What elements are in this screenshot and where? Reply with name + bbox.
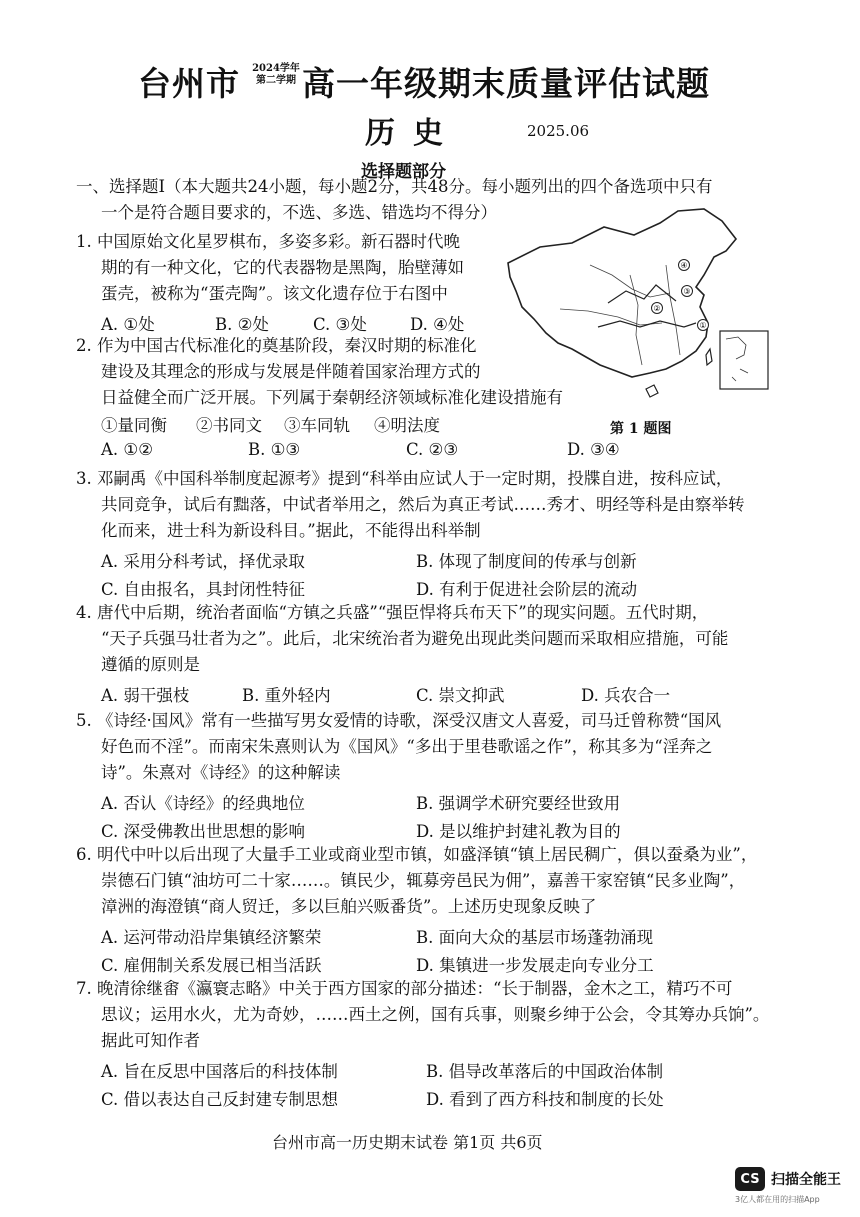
q7-option-b[interactable]: B. 倡导改革落后的中国政治体制 [426, 1062, 664, 1081]
q3-line1: 3. 邓嗣禹《中国科举制度起源考》提到“科举由应试人于一定时期，投牒自进，按科应试， [76, 469, 733, 488]
q1-option-c[interactable]: C. ③处 [313, 315, 367, 334]
q1-option-a[interactable]: A. ①处 [101, 315, 155, 334]
q7-line3: 据此可知作者 [101, 1031, 200, 1050]
q5-line3: 诗”。朱熹对《诗经》的这种解读 [101, 763, 341, 782]
q6-line2: 崇德石门镇“油坊可二十家……。镇民少，辄募旁邑民为佣”，嘉善干家窑镇“民多业陶”， [101, 871, 746, 890]
q5-option-d[interactable]: D. 是以维护封建礼教为目的 [416, 822, 621, 841]
q3-line2: 共同竞争，试后有黜落，中试者举用之，然后为真正考试……秀才、明经等科是由察举转 [101, 495, 745, 514]
q3-option-b[interactable]: B. 体现了制度间的传承与创新 [416, 552, 637, 571]
china-map-figure [500, 205, 772, 410]
title-main: 高一年级期末质量评估试题 [302, 64, 710, 103]
q1-line2: 期的有一种文化，它的代表器物是黑陶，胎壁薄如 [101, 258, 464, 277]
q4-line3: 遵循的原则是 [101, 655, 200, 674]
exam-date: 2025.06 [527, 122, 590, 140]
scanner-watermark [735, 1167, 841, 1205]
section-instructions-line2: 一个是符合题目要求的，不选、多选、错选均不得分） [101, 203, 497, 222]
q5-line1: 5. 《诗经·国风》常有一些描写男女爱情的诗歌，深受汉唐文人喜爱，司马迁曾称赞“国风 [76, 711, 722, 730]
q4-line2: “天子兵强马壮者为之”。此后，北宋统治者为避免出现此类问题而采取相应措施，可能 [101, 629, 729, 648]
q2-item-1: ①量同衡 [101, 416, 167, 435]
south-china-sea-inset [720, 331, 768, 389]
title-year-block [252, 63, 300, 87]
watermark-app-name: 扫描全能王 [771, 1172, 841, 1188]
camscanner-logo-icon: CS [735, 1167, 765, 1191]
q2-option-b[interactable]: B. ①③ [248, 440, 301, 459]
q5-option-b[interactable]: B. 强调学术研究要经世致用 [416, 794, 621, 813]
subject-title: 历史 [365, 116, 461, 151]
q6-option-b[interactable]: B. 面向大众的基层市场蓬勃涌现 [416, 928, 654, 947]
q1-line1: 1. 中国原始文化星罗棋布，多姿多彩。新石器时代晚 [76, 232, 460, 251]
q2-line1: 2. 作为中国古代标准化的奠基阶段，秦汉时期的标准化 [76, 336, 477, 355]
watermark-tagline: 3亿人都在用的扫描App [735, 1195, 820, 1204]
q2-item-4: ④明法度 [374, 416, 440, 435]
map-marker-3: ③ [683, 287, 691, 296]
q5-option-a[interactable]: A. 否认《诗经》的经典地位 [101, 794, 305, 813]
q3-line3: 化而来，进士科为新设科目。”据此，不能得出科举制 [101, 521, 481, 540]
q4-option-b[interactable]: B. 重外轻内 [242, 686, 331, 705]
q6-line1: 6. 明代中叶以后出现了大量手工业或商业型市镇，如盛泽镇“镇上居民稠广，俱以蚕桑为业”， [76, 845, 758, 864]
hainan-island [646, 385, 658, 397]
q1-line3: 蛋壳，被称为“蛋壳陶”。该文化遗存位于右图中 [101, 284, 448, 303]
q6-option-d[interactable]: D. 集镇进一步发展走向专业分工 [416, 956, 654, 975]
part-title: 选择题部分 [361, 162, 446, 182]
q5-line2: 好色而不淫”。而南宋朱熹则认为《国风》“多出于里巷歌谣之作”，称其多为“淫奔之 [101, 737, 713, 756]
q2-line3: 日益健全而广泛开展。下列属于秦朝经济领域标准化建设措施有 [101, 388, 563, 407]
q1-option-b[interactable]: B. ②处 [215, 315, 269, 334]
page-footer: 台州市高一历史期末试卷 第1页 共6页 [272, 1133, 543, 1152]
taiwan-island [706, 349, 712, 365]
q4-option-d[interactable]: D. 兵农合一 [581, 686, 671, 705]
q2-line2: 建设及其理念的形成与发展是伴随着国家治理方式的 [101, 362, 481, 381]
q6-option-a[interactable]: A. 运河带动沿岸集镇经济繁荣 [101, 928, 322, 947]
q3-option-c[interactable]: C. 自由报名，具封闭性特征 [101, 580, 306, 599]
map-marker-4: ④ [680, 261, 688, 270]
q4-option-a[interactable]: A. 弱干强枝 [101, 686, 190, 705]
china-map [500, 205, 772, 410]
q7-line1: 7. 晚清徐继畬《瀛寰志略》中关于西方国家的部分描述：“长于制器，金木之工，精巧不可 [76, 979, 733, 998]
q4-option-c[interactable]: C. 崇文抑武 [416, 686, 505, 705]
q4-line1: 4. 唐代中后期，统治者面临“方镇之兵盛”“强臣悍将兵布天下”的现实问题。五代时期， [76, 603, 709, 622]
q5-option-c[interactable]: C. 深受佛教出世思想的影响 [101, 822, 306, 841]
q3-option-d[interactable]: D. 有利于促进社会阶层的流动 [416, 580, 638, 599]
title-city: 台州市 [138, 64, 240, 103]
map-caption: 第 1 题图 [610, 421, 672, 437]
q2-item-3: ③车同轨 [284, 416, 350, 435]
q7-line2: 思议；运用水火，尤为奇妙，……西土之例，国有兵事，则聚乡绅于公会，令其筹办兵饷”。 [101, 1005, 770, 1024]
q2-option-c[interactable]: C. ②③ [406, 440, 459, 459]
q7-option-d[interactable]: D. 看到了西方科技和制度的长处 [426, 1090, 664, 1109]
title-year-bottom: 第二学期 [256, 75, 296, 86]
q2-option-a[interactable]: A. ①② [101, 440, 153, 459]
q3-option-a[interactable]: A. 采用分科考试，择优录取 [101, 552, 305, 571]
province-borders [560, 265, 680, 365]
inset-coastline [726, 337, 748, 381]
q2-item-2: ②书同文 [196, 416, 262, 435]
watermark-row [735, 1167, 841, 1191]
map-marker-2: ② [653, 304, 661, 313]
q7-option-a[interactable]: A. 旨在反思中国落后的科技体制 [101, 1062, 338, 1081]
title-year-top: 2024学年 [252, 63, 300, 74]
q6-option-c[interactable]: C. 雇佣制关系发展已相当活跃 [101, 956, 322, 975]
q1-option-d[interactable]: D. ④处 [410, 315, 465, 334]
q2-option-d[interactable]: D. ③④ [567, 440, 620, 459]
map-marker-1: ① [699, 321, 707, 330]
section-instructions-line1: 一、选择题Ⅰ（本大题共24小题，每小题2分，共48分。每小题列出的四个备选项中只有 [76, 177, 713, 196]
q6-line3: 漳洲的海澄镇“商人贸迁，多以巨舶兴贩番货”。上述历史现象反映了 [101, 897, 597, 916]
q7-option-c[interactable]: C. 借以表达自己反封建专制思想 [101, 1090, 339, 1109]
